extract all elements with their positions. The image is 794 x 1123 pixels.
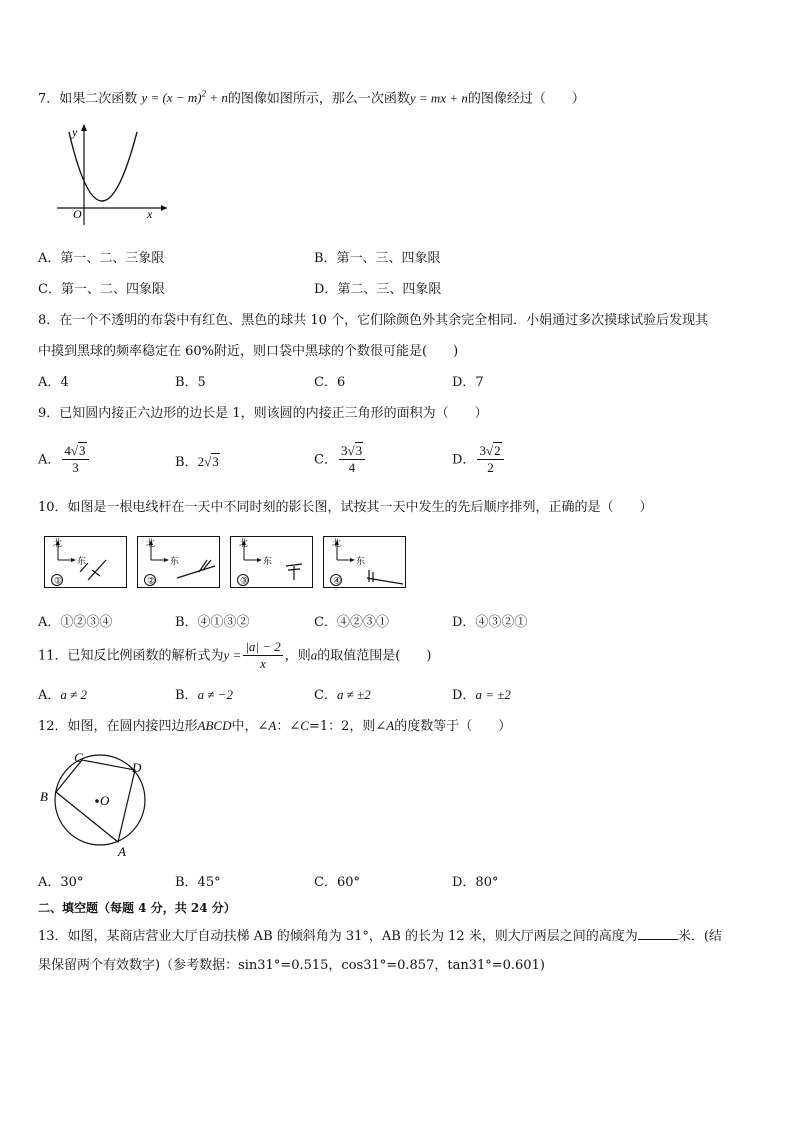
- shadow-figures: [44, 536, 409, 590]
- center-o-label: O: [100, 793, 110, 808]
- x-axis-arrow-icon: [161, 205, 167, 211]
- stem-text: 11．已知反比例函数的解析式为: [38, 648, 224, 664]
- stem-text: 的图像如图所示，那么一次函数: [227, 91, 410, 107]
- north-label: 北: [239, 538, 249, 548]
- center-point: [95, 799, 99, 803]
- option-d[interactable]: [452, 444, 506, 476]
- option-d[interactable]: D．第二、三、四象限: [314, 282, 442, 297]
- option-b[interactable]: B．第一、三、四象限: [314, 251, 441, 266]
- east-label: 东: [77, 556, 87, 566]
- y-label: y: [72, 125, 78, 139]
- fraction: $\frac{3√3}{4}$: [339, 444, 365, 476]
- question-13-line-2: 果保留两个有效数字)（参考数据：sin31°=0.515，cos31°=0.857，tan31°=0.601): [38, 958, 545, 973]
- stem-text: 的取值范围是( ): [317, 648, 432, 664]
- east-label: 东: [356, 556, 366, 566]
- option-c[interactable]: C．④②③①: [314, 615, 389, 630]
- north-label: 北: [146, 538, 156, 548]
- question-7-stem: [38, 90, 585, 105]
- option-a[interactable]: A．4: [38, 375, 69, 390]
- option-a[interactable]: A．①②③④: [38, 615, 113, 630]
- north-label: 北: [53, 538, 63, 548]
- question-8-line-2: 中摸到黑球的频率稳定在 60%附近，则口袋中黑球的个数很可能是( ): [38, 344, 459, 359]
- x-label: x: [147, 207, 153, 221]
- answer-blank[interactable]: [638, 929, 678, 940]
- option-b[interactable]: B．45°: [175, 875, 221, 890]
- option-c[interactable]: C．a ≠ ±2: [314, 687, 371, 703]
- shadow-panel-3: [231, 537, 313, 588]
- question-12-stem: 12．如图，在圆内接四边形ABCD中，∠A：∠C=1：2，则∠A的度数等于（ ）: [38, 718, 512, 734]
- option-label: C．: [314, 452, 337, 468]
- option-label: B．: [175, 455, 198, 470]
- fraction: $\frac{3√2}{2}$: [477, 444, 503, 476]
- quadratic-formula: $y = (x - m)^2 + n$: [141, 89, 228, 106]
- vertex-c-label: C: [74, 750, 83, 765]
- question-9-stem: 9．已知圆内接正六边形的边长是 1，则该圆的内接正三角形的面积为（ ）: [38, 406, 488, 421]
- option-c[interactable]: C．第一、二、四象限: [38, 282, 165, 297]
- option-c[interactable]: [314, 444, 367, 476]
- question-13-line-1: 13．如图，某商店营业大厅自动扶梯 AB 的倾斜角为 31°，AB 的长为 12 米，则大厅两层之间的高度为 米．(结: [38, 929, 722, 944]
- option-b[interactable]: B．2√3: [175, 454, 219, 470]
- option-a[interactable]: A．30°: [38, 875, 84, 890]
- vertex-b-label: B: [40, 789, 48, 804]
- east-label: 东: [263, 556, 273, 566]
- inscribed-quadrilateral-figure: [36, 748, 156, 863]
- option-d[interactable]: D．80°: [452, 875, 499, 890]
- y-axis-arrow-icon: [81, 124, 87, 131]
- option-c[interactable]: C．6: [314, 375, 346, 390]
- stem-text: 如果二次函数: [59, 91, 138, 107]
- option-b[interactable]: B．④①③②: [175, 615, 250, 630]
- panel-label: ②: [147, 575, 156, 586]
- option-a[interactable]: A．a ≠ 2: [38, 687, 88, 703]
- option-a[interactable]: [38, 444, 91, 476]
- panel-label: ①: [54, 575, 63, 586]
- east-label: 东: [170, 556, 180, 566]
- section-heading: 二、填空题（每题 4 分，共 24 分）: [38, 901, 236, 915]
- question-11-stem: [38, 640, 431, 672]
- question-8-line-1: 8．在一个不透明的布袋中有红色、黑色的球共 10 个，它们除颜色外其余完全相同．小娟通过多次摸球试验后发现其: [38, 313, 709, 328]
- option-label: A．: [38, 452, 61, 468]
- panel-label: ③: [240, 575, 249, 586]
- parabola-graph: [55, 120, 175, 230]
- north-label: 北: [332, 538, 342, 548]
- parabola-curve: [69, 132, 137, 201]
- vertex-d-label: D: [132, 760, 142, 775]
- question-10-stem: 10．如图是一根电线杆在一天中不同时刻的影长图，试按其一天中发生的先后顺序排列，正确的是（ ）: [38, 500, 653, 515]
- option-d[interactable]: D．a = ±2: [452, 687, 511, 703]
- shadow-panel-4: [324, 537, 406, 588]
- stem-text: 的图像经过（ ）: [467, 91, 585, 107]
- stem-text: ，则: [284, 648, 311, 664]
- fraction: $\frac{|a| - 2}{x}$: [245, 639, 281, 672]
- linear-formula: y = mx + n: [409, 90, 468, 106]
- shadow-panel-1: [45, 537, 127, 588]
- variable-a: a: [310, 647, 318, 663]
- shadow-panel-2: [138, 537, 220, 588]
- option-c[interactable]: C．60°: [314, 875, 360, 890]
- option-label: D．: [452, 452, 476, 468]
- vertex-a-label: A: [118, 844, 126, 859]
- option-b[interactable]: B．a ≠ −2: [175, 687, 233, 703]
- option-d[interactable]: D．7: [452, 375, 484, 390]
- formula-lhs: y =: [223, 647, 242, 663]
- question-number: 7．: [38, 91, 60, 107]
- option-b[interactable]: B．5: [175, 375, 206, 390]
- fraction: $\frac{4√3}{3}$: [62, 444, 88, 476]
- panel-label: ④: [333, 575, 342, 586]
- option-d[interactable]: D．④③②①: [452, 615, 528, 630]
- option-a[interactable]: A．第一、二、三象限: [38, 251, 165, 266]
- origin-label: O: [73, 207, 82, 221]
